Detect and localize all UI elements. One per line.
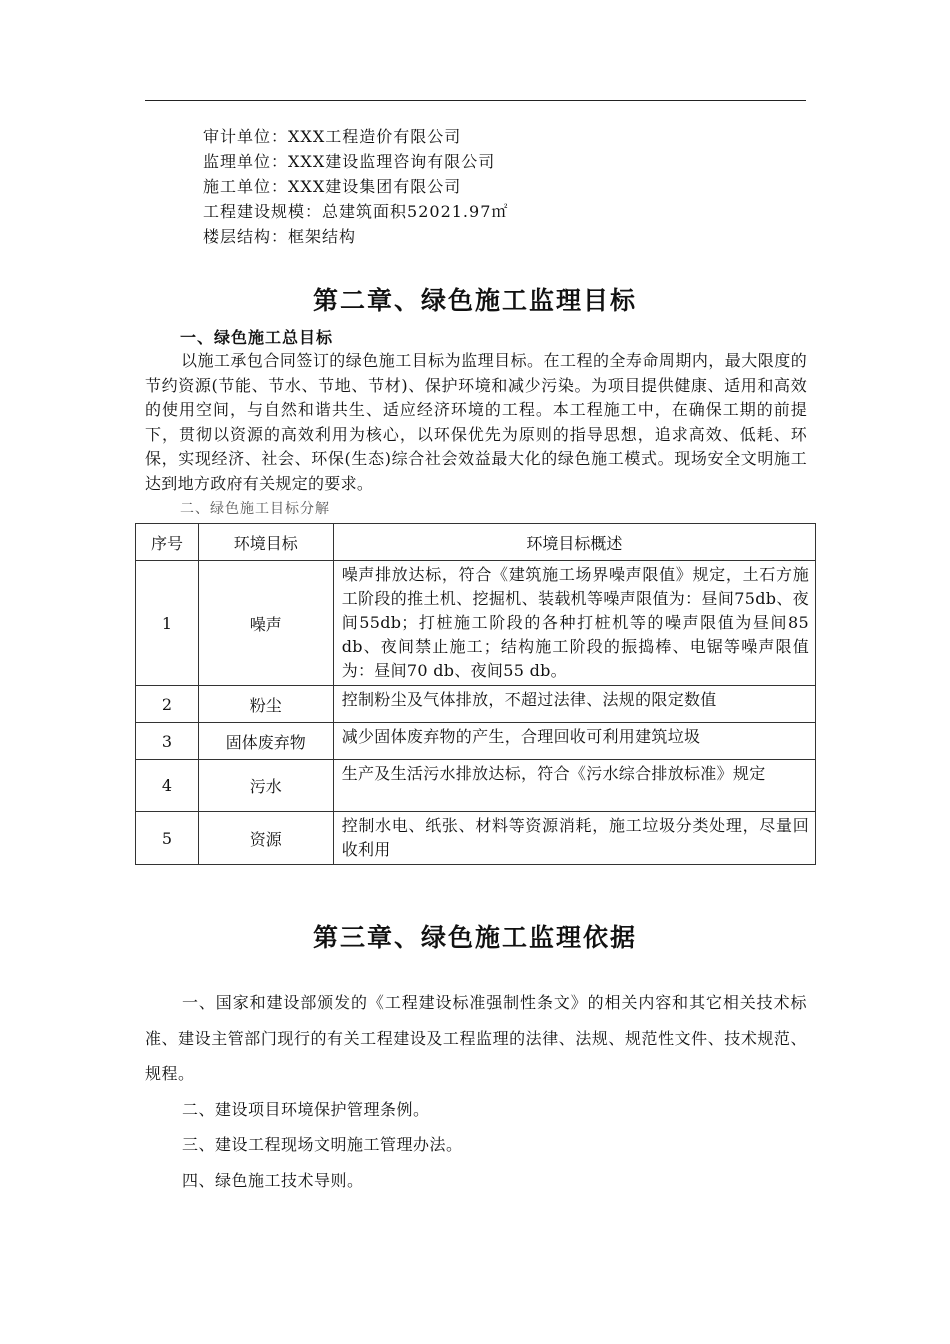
section2-title: 二、绿色施工目标分解 (180, 501, 330, 517)
header-rule (145, 100, 806, 101)
table-header-row (136, 524, 816, 561)
row-desc: 噪声排放达标，符合《建筑施工场界噪声限值》规定，土石方施工阶段的推土机、挖掘机、装载机等噪声限值为：昼间75db、夜间55db；打桩施工阶段的各种打桩机等的噪声限值为昼间85 db、夜间禁止施工；结构施工阶段的振捣棒、电锯等噪声限值为：昼间70 db、夜间55 db。 (333, 561, 815, 686)
basis-item: 三、建设工程现场文明施工管理办法。 (182, 1135, 463, 1154)
chapter3-title: 第三章、绿色施工监理依据 (312, 923, 637, 952)
section1-paragraph (145, 349, 807, 496)
section1-text: 以施工承包合同签订的绿色施工目标为监理目标。在工程的全寿命周期内，最大限度的节约资源(节能、节水、节地、节材)、保护环境和减少污染。为项目提供健康、适用和高效的使用空间，与自然和谐共生、适应经济环境的工程。本工程施工中，在确保工期的前提下，贯彻以资源的高效利用为核心，以环保优先为原则的指导思想，追求高效、低耗、环保，实现经济、社会、环保(生态)综合社会效益最大化的绿色施工模式。现场安全文明施工达到地方政府有关规定的要求。 (145, 351, 807, 493)
info-line-supervision: 监理单位：XXX建设监理咨询有限公司 (203, 152, 496, 171)
chapter3-basis-list (145, 985, 807, 1198)
basis-item: 四、绿色施工技术导则。 (182, 1170, 364, 1190)
row-desc: 减少固体废弃物的产生，合理回收可利用建筑垃圾 (333, 723, 815, 760)
basis-item: 一、国家和建设部颁发的《工程建设标准强制性条文》的相关内容和其它相关技术标准、建设主管部门现行的有关工程建设及工程监理的法律、法规、规范性文件、技术规范、规程。 (145, 993, 807, 1083)
chapter2-title: 第二章、绿色施工监理目标 (312, 286, 637, 315)
row-no: 3 (136, 723, 199, 760)
project-info (203, 124, 508, 249)
row-desc: 控制水电、纸张、材料等资源消耗，施工垃圾分类处理，尽量回收利用 (333, 812, 815, 865)
info-line-audit: 审计单位：XXX工程造价有限公司 (203, 127, 462, 146)
info-line-scale: 工程建设规模：总建筑面积52021.97㎡ (203, 202, 509, 221)
row-target: 固体废弃物 (198, 723, 333, 760)
row-target: 粉尘 (198, 686, 333, 723)
row-no: 5 (136, 812, 199, 865)
table-row (136, 686, 816, 723)
header-no: 序号 (136, 524, 199, 561)
row-no: 4 (136, 760, 199, 812)
table-row (136, 812, 816, 865)
row-desc: 控制粉尘及气体排放，不超过法律、法规的限定数值 (333, 686, 815, 723)
header-desc: 环境目标概述 (333, 524, 815, 561)
row-target: 污水 (198, 760, 333, 812)
goals-table (135, 523, 816, 865)
table-row (136, 723, 816, 760)
info-line-structure: 楼层结构：框架结构 (203, 227, 357, 246)
row-target: 资源 (198, 812, 333, 865)
row-target: 噪声 (198, 561, 333, 686)
info-line-construction: 施工单位：XXX建设集团有限公司 (203, 177, 462, 196)
table-row (136, 760, 816, 812)
section1-title: 一、绿色施工总目标 (180, 328, 334, 347)
row-no: 1 (136, 561, 199, 686)
header-target: 环境目标 (198, 524, 333, 561)
row-desc: 生产及生活污水排放达标，符合《污水综合排放标准》规定 (333, 760, 815, 812)
row-no: 2 (136, 686, 199, 723)
table-row (136, 561, 816, 686)
basis-item: 二、建设项目环境保护管理条例。 (182, 1099, 430, 1119)
